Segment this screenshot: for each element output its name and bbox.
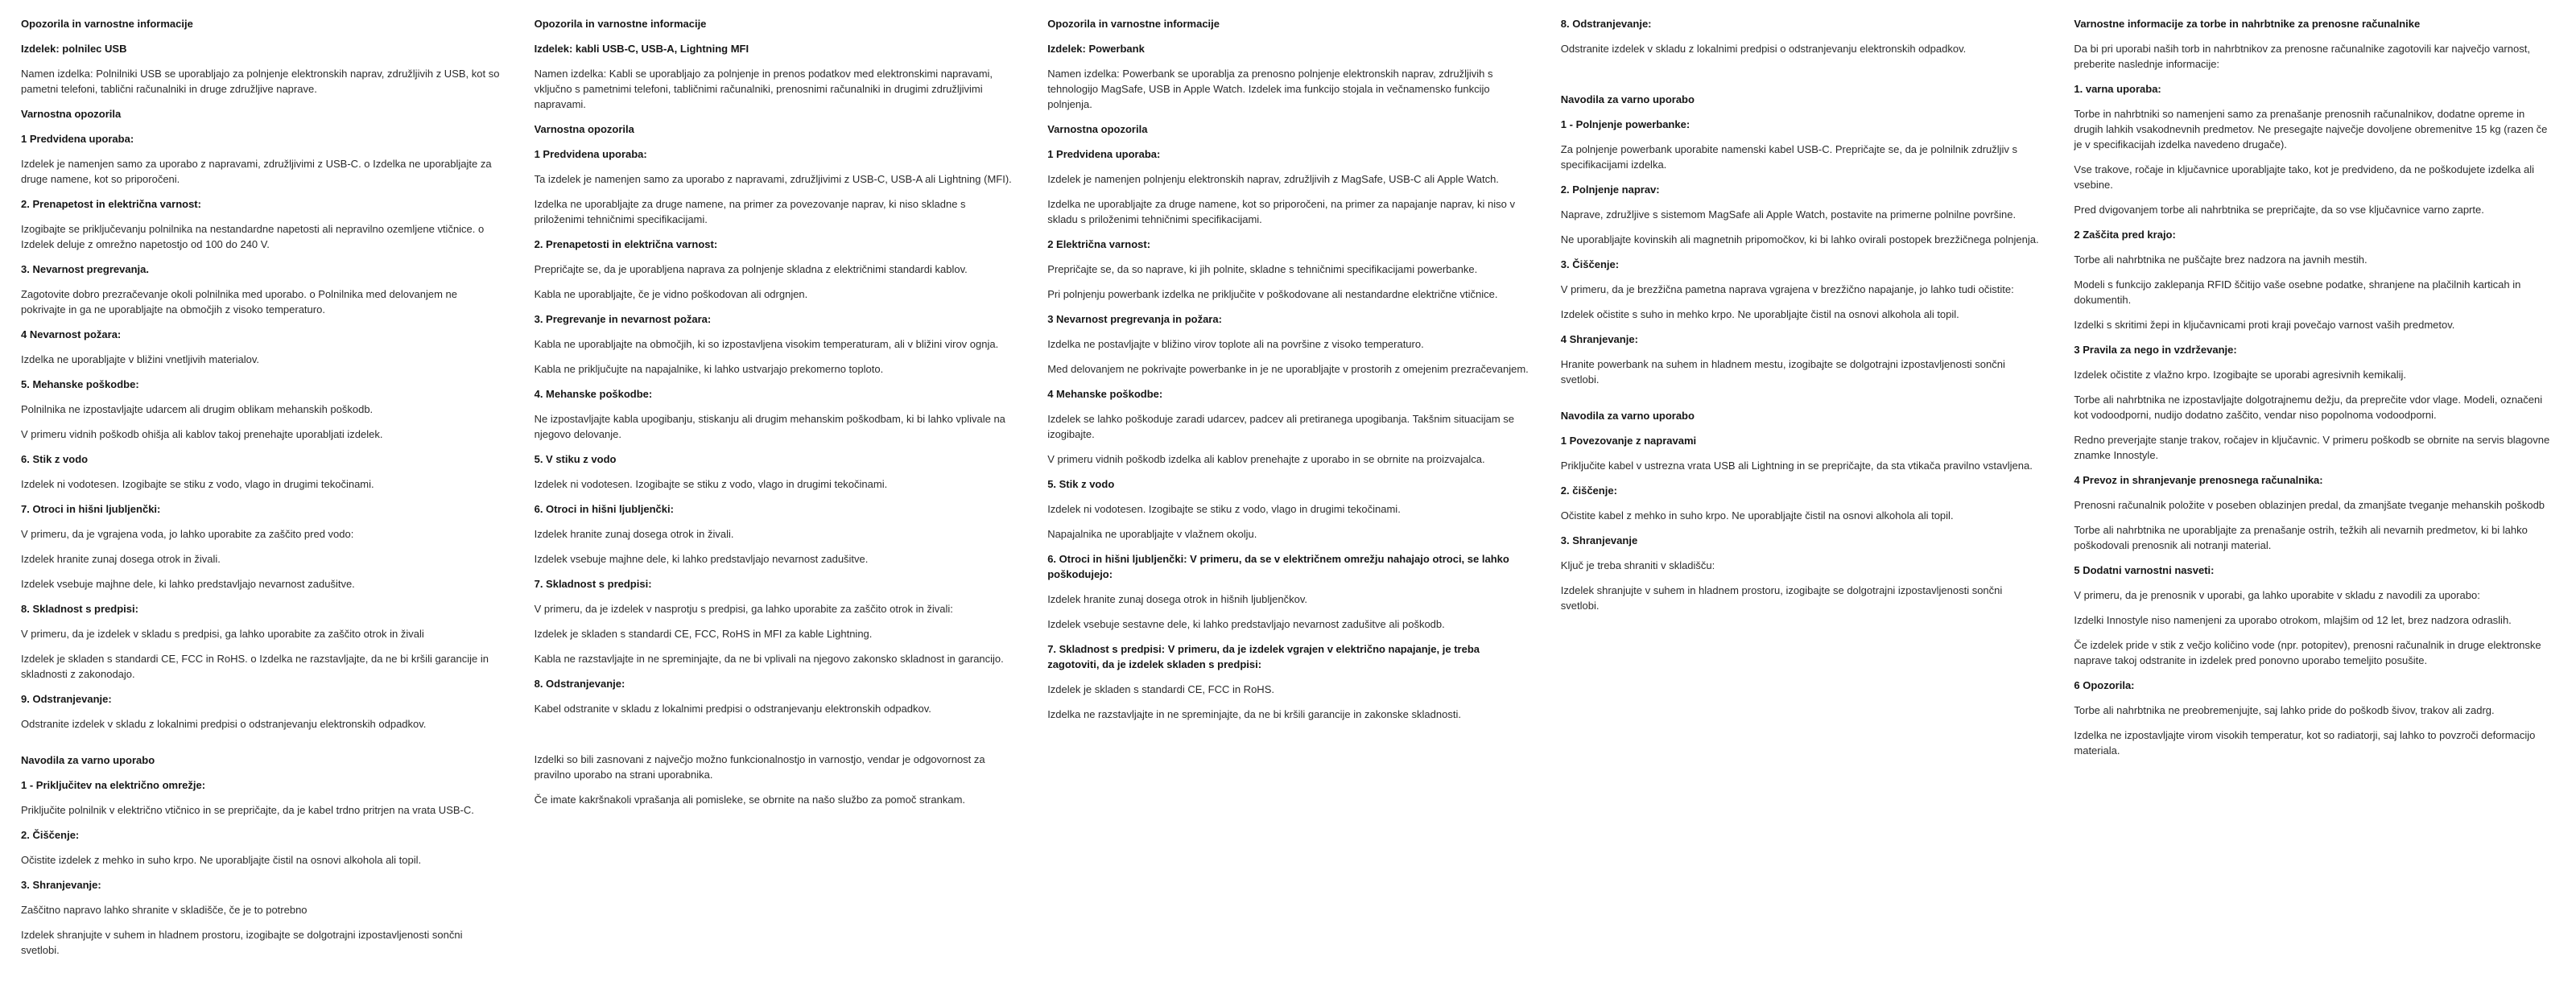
paragraph: Kabla ne uporabljajte, če je vidno poškodovan ali odrgnjen. <box>534 288 808 300</box>
paragraph: Izdelek vsebuje majhne dele, ki lahko predstavljajo nevarnost zadušitve. <box>21 578 355 590</box>
paragraph: Izdelek očistite z vlažno krpo. Izogibajte se uporabi agresivnih kemikalij. <box>2074 369 2406 381</box>
paragraph: Priključite kabel v ustrezna vrata USB ali Lightning in se prepričajte, da sta vtikača pravilno vstavljena. <box>1560 460 2033 472</box>
paragraph: Torbe ali nahrbtnika ne uporabljajte za prenašanje ostrih, težkih ali nevarnih predmetov, ki bi lahko poškodovali prenosnik ali notranji material. <box>2074 524 2528 551</box>
paragraph: Izdelek je namenjen samo za uporabo z napravami, združljivimi z USB-C. o Izdelka ne uporabljajte za druge namene, kot so priporočeni. <box>21 158 492 185</box>
paragraph: Da bi pri uporabi naših torb in nahrbtnikov za prenosne računalnike zagotovili kar največjo varnost, preberite naslednje informacije: <box>2074 43 2530 70</box>
heading: Varnostna opozorila <box>534 123 634 135</box>
paragraph: Izdelek je skladen s standardi CE, FCC in RoHS. o Izdelka ne razstavljajte, da ne bi kršili garancije in skladnosti z zakonodajo. <box>21 653 489 680</box>
paragraph: Izdelka ne uporabljajte za druge namene, na primer za povezovanje naprav, ki niso skladne s priloženimi tehničnimi specifikacijami. <box>534 198 966 225</box>
heading: 8. Odstranjevanje: <box>534 678 625 690</box>
heading: 5 Dodatni varnostni nasveti: <box>2074 564 2215 576</box>
paragraph: Izdelek shranjujte v suhem in hladnem prostoru, izogibajte se dolgotrajni izpostavljenosti sončni svetlobi. <box>21 929 463 956</box>
heading: 1 - Polnjenje powerbanke: <box>1560 118 1690 130</box>
paragraph: Torbe ali nahrbtnika ne puščajte brez nadzora na javnih mestih. <box>2074 254 2368 266</box>
column-usb-charger <box>21 16 502 990</box>
column-cables <box>535 16 1016 990</box>
heading: 1 Predvidena uporaba: <box>534 148 647 160</box>
heading: 3. Pregrevanje in nevarnost požara: <box>534 313 712 325</box>
heading: 3. Čiščenje: <box>1560 258 1620 270</box>
paragraph: Izdelki so bili zasnovani z največjo možno funkcionalnostjo in varnostjo, vendar je odgovornost za pravilno uporabo na strani uporabnika. <box>534 753 985 781</box>
paragraph: Namen izdelka: Polnilniki USB se uporabljajo za polnjenje elektronskih naprav, združljivih z USB, kot so pametni telefoni, tablični računalniki in druge združljive naprave. <box>21 68 500 95</box>
paragraph: Izdelek hranite zunaj dosega otrok in živali. <box>534 528 734 540</box>
heading: 2. Prenapetosti in električna varnost: <box>534 238 718 250</box>
paragraph: Če imate kakršnakoli vprašanja ali pomisleke, se obrnite na našo službo za pomoč strankam. <box>534 794 966 806</box>
heading: 5. V stiku z vodo <box>534 453 617 465</box>
heading: 1 Povezovanje z napravami <box>1560 435 1697 447</box>
heading: Izdelek: polnilec USB <box>21 43 127 55</box>
heading: 2 Zaščita pred krajo: <box>2074 229 2176 241</box>
paragraph: V primeru, da je brezžična pametna naprava vgrajena v brezžično napajanje, jo lahko tudi očistite: <box>1560 283 2014 295</box>
paragraph: Izdelek je skladen s standardi CE, FCC, RoHS in MFI za kable Lightning. <box>534 628 873 640</box>
heading: Navodila za varno uporabo <box>1560 410 1695 422</box>
paragraph: Izdelek je namenjen polnjenju elektronskih naprav, združljivih z MagSafe, USB-C ali Apple Watch. <box>1047 173 1499 185</box>
paragraph: Prepričajte se, da je uporabljena naprava za polnjenje skladna z električnimi standardi kablov. <box>534 263 968 275</box>
heading: 3. Shranjevanje <box>1560 534 1638 546</box>
paragraph: Očistite kabel z mehko in suho krpo. Ne uporabljajte čistil na osnovi alkohola ali topil. <box>1560 509 1954 522</box>
paragraph: Namen izdelka: Powerbank se uporablja za prenosno polnjenje elektronskih naprav, združljivih s tehnologijo MagSafe, USB in Apple Watch. Izdelek ima funkcijo stojala in večnamensko funkcijo polnjenja. <box>1047 68 1493 110</box>
paragraph: Za polnjenje powerbank uporabite namenski kabel USB-C. Prepričajte se, da je polnilnik združljiv s specifikacijami izdelka. <box>1560 143 2018 171</box>
heading: 4 Mehanske poškodbe: <box>1047 388 1163 400</box>
heading: 6. Stik z vodo <box>21 453 89 465</box>
heading: 2. Čiščenje: <box>21 829 80 841</box>
paragraph: Kabla ne priključujte na napajalnike, ki lahko ustvarjajo prekomerno toploto. <box>534 363 884 375</box>
paragraph: Prepričajte se, da so naprave, ki jih polnite, skladne s tehničnimi specifikacijami powerbanke. <box>1047 263 1478 275</box>
paragraph: Redno preverjajte stanje trakov, ročajev in ključavnic. V primeru poškodb se obrnite na servis blagovne znamke Innostyle. <box>2074 434 2550 461</box>
heading: Izdelek: Powerbank <box>1047 43 1145 55</box>
paragraph: Izdelek vsebuje majhne dele, ki lahko predstavljajo nevarnost zadušitve. <box>534 553 869 565</box>
paragraph: Izdelek vsebuje sestavne dele, ki lahko predstavljajo nevarnost zadušitve ali poškodb. <box>1047 618 1445 630</box>
paragraph: Priključite polnilnik v električno vtičnico in se prepričajte, da je kabel trdno pritrjen na vrata USB-C. <box>21 804 474 816</box>
heading: 4 Shranjevanje: <box>1560 333 1638 345</box>
paragraph: Kabla ne uporabljajte na območjih, ki so izpostavljena visokim temperaturam, ali v bližini virov ognja. <box>534 338 999 350</box>
paragraph: Namen izdelka: Kabli se uporabljajo za polnjenje in prenos podatkov med elektronskimi napravami, vključno s pametnimi telefoni, tabličnimi računalniki, prenosnimi računalniki in drugimi združljivimi napravami. <box>534 68 993 110</box>
heading: Varnostna opozorila <box>1047 123 1148 135</box>
paragraph: Zagotovite dobro prezračevanje okoli polnilnika med uporabo. o Polnilnika med delovanjem ne pokrivajte in ga ne uporabljajte na območjih z visoko temperaturo. <box>21 288 457 315</box>
heading: 8. Skladnost s predpisi: <box>21 603 138 615</box>
paragraph: Torbe ali nahrbtnika ne izpostavljajte dolgotrajnemu dežju, da preprečite vdor vlage. Modeli, označeni kot vodoodporni, nudijo dodatno zaščito, vendar niso popolnoma vodoodporni. <box>2074 394 2543 421</box>
paragraph: Izdelka ne razstavljajte in ne spreminjajte, da ne bi kršili garancije in zakonske skladnosti. <box>1047 708 1461 720</box>
heading: 4 Nevarnost požara: <box>21 328 122 340</box>
paragraph: V primeru, da je vgrajena voda, jo lahko uporabite za zaščito pred vodo: <box>21 528 354 540</box>
heading: 1 - Priključitev na električno omrežje: <box>21 779 206 791</box>
paragraph: Kabla ne razstavljajte in ne spreminjajte, da ne bi vplivali na njegovo zakonsko skladnost in garancijo. <box>534 653 1004 665</box>
paragraph: Če izdelek pride v stik z večjo količino vode (npr. potopitev), prenosni računalnik in druge elektronske naprave takoj odstranite in izdelek pred ponovno uporabo temeljito posušite. <box>2074 639 2541 666</box>
paragraph: Izdelek shranjujte v suhem in hladnem prostoru, izogibajte se dolgotrajni izpostavljenosti sončni svetlobi. <box>1560 584 2003 612</box>
column-powerbank-instructions <box>1561 16 2042 990</box>
heading: 2. Polnjenje naprav: <box>1560 183 1660 196</box>
heading: 1 Predvidena uporaba: <box>21 133 134 145</box>
paragraph: Izdelek se lahko poškoduje zaradi udarcev, padcev ali pretiranega upogibanja. Takšnim situacijam se izogibajte. <box>1047 413 1514 440</box>
heading: Izdelek: kabli USB-C, USB-A, Lightning MFI <box>534 43 749 55</box>
heading: 7. Skladnost s predpisi: <box>534 578 652 590</box>
heading: 5. Mehanske poškodbe: <box>21 378 139 390</box>
heading: Varnostna opozorila <box>21 108 122 120</box>
heading: 2. Prenapetost in električna varnost: <box>21 198 201 210</box>
heading: 6 Opozorila: <box>2074 679 2135 691</box>
heading: 7. Otroci in hišni ljubljenčki: <box>21 503 161 515</box>
paragraph: V primeru, da je izdelek v nasprotju s predpisi, ga lahko uporabite za zaščito otrok in živali: <box>534 603 953 615</box>
paragraph: Napajalnika ne uporabljajte v vlažnem okolju. <box>1047 528 1257 540</box>
paragraph: Izdelek očistite s suho in mehko krpo. Ne uporabljajte čistil na osnovi alkohola ali topil. <box>1560 308 1959 320</box>
heading: Navodila za varno uporabo <box>1560 93 1695 105</box>
paragraph: Izdelka ne uporabljajte v bližini vnetljivih materialov. <box>21 353 260 365</box>
paragraph: Modeli s funkcijo zaklepanja RFID ščitijo vaše osebne podatke, shranjene na plačilnih karticah in dokumentih. <box>2074 278 2521 306</box>
paragraph: Pri polnjenju powerbank izdelka ne priključite v poškodovane ali nestandardne električne vtičnice. <box>1047 288 1498 300</box>
paragraph: Polnilnika ne izpostavljajte udarcem ali drugim oblikam mehanskih poškodb. <box>21 403 374 415</box>
paragraph: Izdelek ni vodotesen. Izogibajte se stiku z vodo, vlago in drugimi tekočinami. <box>1047 503 1401 515</box>
paragraph: Ne izpostavljajte kabla upogibanju, stiskanju ali drugim mehanskim poškodbam, ki bi lahko vplivale na njegovo delovanje. <box>534 413 1005 440</box>
heading: 9. Odstranjevanje: <box>21 693 112 705</box>
heading: 2. čiščenje: <box>1560 484 1617 497</box>
paragraph: Izdelek hranite zunaj dosega otrok in hišnih ljubljenčkov. <box>1047 593 1307 605</box>
heading: 1. varna uporaba: <box>2074 83 2161 95</box>
paragraph: Torbe ali nahrbtnika ne preobremenjujte, saj lahko pride do poškodb šivov, trakov ali zadrg. <box>2074 704 2495 716</box>
heading: 3. Shranjevanje: <box>21 879 101 891</box>
paragraph: Prenosni računalnik položite v poseben oblazinjen predal, da zmanjšate tveganje mehanskih poškodb <box>2074 499 2545 511</box>
paragraph: Odstranite izdelek v skladu z lokalnimi predpisi o odstranjevanju elektronskih odpadkov. <box>1560 43 1967 55</box>
paragraph: Izdelka ne uporabljajte za druge namene, kot so priporočeni, na primer za napajanje naprav, ki niso v skladu s priloženimi tehničnimi specifikacijami. <box>1047 198 1515 225</box>
paragraph: Izogibajte se priključevanju polnilnika na nestandardne napetosti ali nepravilno ozemljene vtičnice. o Izdelek deluje z omrežno napetostjo od 100 do 240 V. <box>21 223 485 250</box>
paragraph: Izdelek ni vodotesen. Izogibajte se stiku z vodo, vlago in drugimi tekočinami. <box>534 478 888 490</box>
heading: 6. Otroci in hišni ljubljenčki: V primeru, da se v električnem omrežju nahajajo otroci, se lahko poškodujejo: <box>1047 553 1509 580</box>
heading: Opozorila in varnostne informacije <box>534 18 707 30</box>
heading: 5. Stik z vodo <box>1047 478 1115 490</box>
heading: 6. Otroci in hišni ljubljenčki: <box>534 503 674 515</box>
heading: 7. Skladnost s predpisi: V primeru, da je izdelek vgrajen v električno napajanje, je treba zagotoviti, da je izdelek skladen s predpisi: <box>1047 643 1480 670</box>
paragraph: Izdelki Innostyle niso namenjeni za uporabo otrokom, mlajšim od 12 let, brez nadzora odraslih. <box>2074 614 2512 626</box>
paragraph: Izdelek hranite zunaj dosega otrok in živali. <box>21 553 221 565</box>
heading: 4 Prevoz in shranjevanje prenosnega računalnika: <box>2074 474 2323 486</box>
paragraph: Izdelki s skritimi žepi in ključavnicami proti kraji povečajo varnost vaših predmetov. <box>2074 319 2455 331</box>
paragraph: Med delovanjem ne pokrivajte powerbanke in je ne uporabljajte v prostorih z omejenim prezračevanjem. <box>1047 363 1529 375</box>
heading: 2 Električna varnost: <box>1047 238 1151 250</box>
paragraph: Izdelek je skladen s standardi CE, FCC in RoHS. <box>1047 683 1274 695</box>
paragraph: Naprave, združljive s sistemom MagSafe ali Apple Watch, postavite na primerne polnilne površine. <box>1560 208 2017 221</box>
paragraph: V primeru vidnih poškodb izdelka ali kablov prenehajte z uporabo in se obrnite na proizvajalca. <box>1047 453 1485 465</box>
paragraph: Kabel odstranite v skladu z lokalnimi predpisi o odstranjevanju elektronskih odpadkov. <box>534 703 931 715</box>
column-powerbank <box>1047 16 1529 990</box>
paragraph: Pred dvigovanjem torbe ali nahrbtnika se prepričajte, da so vse ključavnice varno zaprte. <box>2074 204 2484 216</box>
heading: 4. Mehanske poškodbe: <box>534 388 653 400</box>
heading: 3. Nevarnost pregrevanja. <box>21 263 149 275</box>
heading: 1 Predvidena uporaba: <box>1047 148 1161 160</box>
paragraph: Torbe in nahrbtniki so namenjeni samo za prenašanje prenosnih računalnikov, dodatne opreme in drugih lahkih vsakodnevnih predmetov. Ne presegajte največje dovoljene obremenitve 15 kg (razen če je v specifikacijah izdelka navedeno drugače). <box>2074 108 2548 150</box>
paragraph: Ta izdelek je namenjen samo za uporabo z napravami, združljivimi z USB-C, USB-A ali Lightning (MFI). <box>534 173 1012 185</box>
heading: Opozorila in varnostne informacije <box>21 18 193 30</box>
heading: Navodila za varno uporabo <box>21 754 155 766</box>
paragraph: Ključ je treba shraniti v skladišču: <box>1560 559 1715 571</box>
heading: 8. Odstranjevanje: <box>1560 18 1652 30</box>
paragraph: Očistite izdelek z mehko in suho krpo. Ne uporabljajte čistil na osnovi alkohola ali topil. <box>21 854 422 866</box>
paragraph: Izdelek ni vodotesen. Izogibajte se stiku z vodo, vlago in drugimi tekočinami. <box>21 478 374 490</box>
heading: 3 Pravila za nego in vzdrževanje: <box>2074 344 2237 356</box>
column-laptop-bags <box>2074 16 2555 990</box>
paragraph: Zaščitno napravo lahko shranite v skladišče, če je to potrebno <box>21 904 308 916</box>
paragraph: Izdelka ne postavljajte v bližino virov toplote ali na površine z visoko temperaturo. <box>1047 338 1424 350</box>
heading: Opozorila in varnostne informacije <box>1047 18 1220 30</box>
heading: 3 Nevarnost pregrevanja in požara: <box>1047 313 1222 325</box>
paragraph: V primeru, da je izdelek v skladu s predpisi, ga lahko uporabite za zaščito otrok in živali <box>21 628 424 640</box>
paragraph: V primeru vidnih poškodb ohišja ali kablov takoj prenehajte uporabljati izdelek. <box>21 428 383 440</box>
paragraph: Odstranite izdelek v skladu z lokalnimi predpisi o odstranjevanju elektronskih odpadkov. <box>21 718 427 730</box>
paragraph: V primeru, da je prenosnik v uporabi, ga lahko uporabite v skladu z navodili za uporabo: <box>2074 589 2480 601</box>
paragraph: Hranite powerbank na suhem in hladnem mestu, izogibajte se dolgotrajni izpostavljenosti sončni svetlobi. <box>1560 358 2005 385</box>
paragraph: Vse trakove, ročaje in ključavnice uporabljajte tako, kot je predvideno, da ne poškodujete izdelka ali vsebine. <box>2074 163 2535 191</box>
paragraph: Izdelka ne izpostavljajte virom visokih temperatur, kot so radiatorji, saj lahko to povzroči deformacijo materiala. <box>2074 729 2536 757</box>
paragraph: Ne uporabljajte kovinskih ali magnetnih pripomočkov, ki bi lahko ovirali postopek brezžičnega polnjenja. <box>1560 233 2039 245</box>
heading: Varnostne informacije za torbe in nahrbtnike za prenosne računalnike <box>2074 18 2421 30</box>
